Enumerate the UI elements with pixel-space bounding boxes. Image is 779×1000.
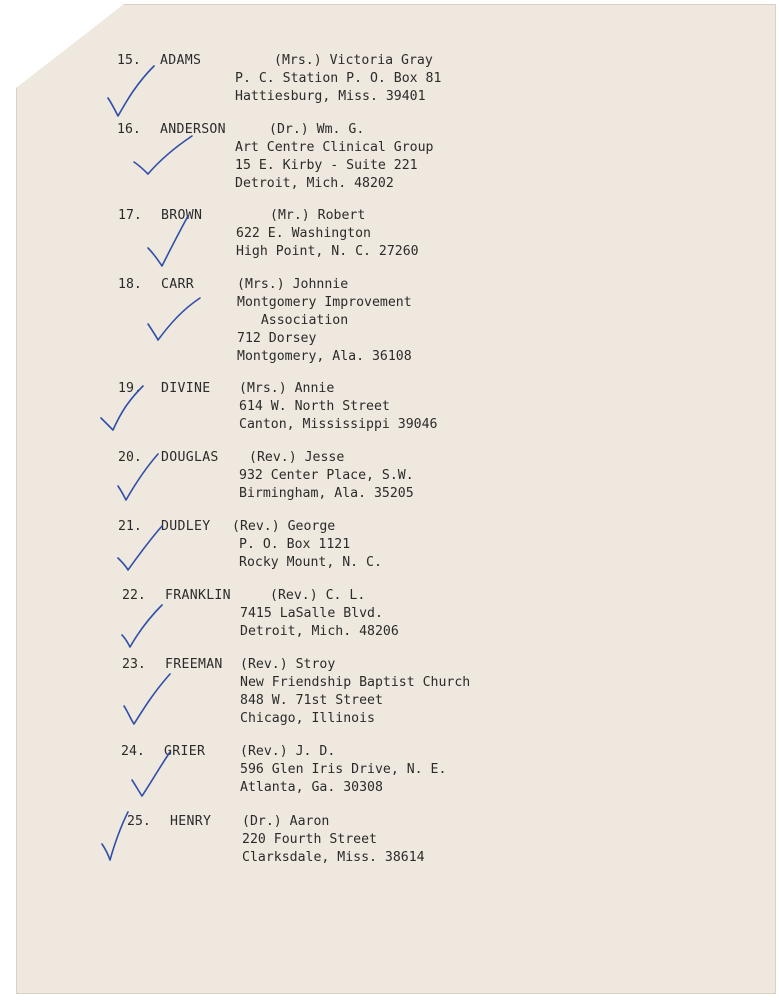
entry-address-line: 220 Fourth Street <box>242 832 377 847</box>
entry-address-line: Montgomery, Ala. 36108 <box>237 349 412 364</box>
entry-address-line: P. C. Station P. O. Box 81 <box>235 71 442 86</box>
entry-address-line: New Friendship Baptist Church <box>240 675 471 690</box>
entry-surname: DOUGLAS <box>161 450 219 465</box>
entry-number: 24. <box>121 744 145 759</box>
entry-surname: DUDLEY <box>161 519 211 534</box>
entry-address-line: 7415 LaSalle Blvd. <box>240 606 383 621</box>
entry-number: 23. <box>122 657 146 672</box>
entry-address-line: Hattiesburg, Miss. 39401 <box>235 89 426 104</box>
entry-title-name: (Mrs.) Johnnie <box>237 277 349 292</box>
entry-surname: HENRY <box>170 814 212 829</box>
entry-address-line: Rocky Mount, N. C. <box>239 555 382 570</box>
entry-title-name: (Dr.) Aaron <box>242 814 330 829</box>
entry-surname: FRANKLIN <box>165 588 231 603</box>
entry-surname: ANDERSON <box>160 122 226 137</box>
entry-number: 15. <box>117 53 141 68</box>
entry-title-name: (Mrs.) Annie <box>239 381 335 396</box>
entry-address-line: Association <box>237 313 349 328</box>
entry-number: 19. <box>118 381 142 396</box>
entry-address-line: 614 W. North Street <box>239 399 390 414</box>
entry-surname: BROWN <box>161 208 203 223</box>
entry-title-name: (Rev.) C. L. <box>270 588 366 603</box>
entry-address-line: Atlanta, Ga. 30308 <box>240 780 383 795</box>
entry-address-line: 622 E. Washington <box>236 226 371 241</box>
entry-address-line: High Point, N. C. 27260 <box>236 244 419 259</box>
entry-number: 17. <box>118 208 142 223</box>
entry-number: 25. <box>127 814 151 829</box>
entry-title-name: (Mrs.) Victoria Gray <box>274 53 433 68</box>
entry-number: 20. <box>118 450 142 465</box>
entry-title-name: (Rev.) J. D. <box>240 744 336 759</box>
entry-number: 18. <box>118 277 142 292</box>
entry-surname: DIVINE <box>161 381 211 396</box>
entry-address-line: Birmingham, Ala. 35205 <box>239 486 414 501</box>
entry-number: 16. <box>117 122 141 137</box>
entry-number: 22. <box>122 588 146 603</box>
entry-surname: FREEMAN <box>165 657 223 672</box>
entry-title-name: (Rev.) Jesse <box>249 450 345 465</box>
entry-address-line: 15 E. Kirby - Suite 221 <box>235 158 418 173</box>
entry-address-line: Detroit, Mich. 48206 <box>240 624 399 639</box>
entry-address-line: 932 Center Place, S.W. <box>239 468 414 483</box>
entry-title-name: (Mr.) Robert <box>270 208 366 223</box>
entry-surname: CARR <box>161 277 194 292</box>
entry-address-line: P. O. Box 1121 <box>239 537 351 552</box>
entry-address-line: Art Centre Clinical Group <box>235 140 434 155</box>
entry-address-line: Clarksdale, Miss. 38614 <box>242 850 425 865</box>
entry-title-name: (Rev.) George <box>232 519 336 534</box>
entry-address-line: Canton, Mississippi 39046 <box>239 417 438 432</box>
entry-surname: GRIER <box>164 744 206 759</box>
entry-address-line: Montgomery Improvement <box>237 295 412 310</box>
entry-title-name: (Dr.) Wm. G. <box>269 122 365 137</box>
entry-number: 21. <box>118 519 142 534</box>
entry-address-line: 596 Glen Iris Drive, N. E. <box>240 762 447 777</box>
entry-title-name: (Rev.) Stroy <box>240 657 336 672</box>
entry-surname: ADAMS <box>160 53 202 68</box>
entry-address-line: 848 W. 71st Street <box>240 693 383 708</box>
entry-address-line: 712 Dorsey <box>237 331 317 346</box>
entry-address-line: Chicago, Illinois <box>240 711 375 726</box>
entry-address-line: Detroit, Mich. 48202 <box>235 176 394 191</box>
